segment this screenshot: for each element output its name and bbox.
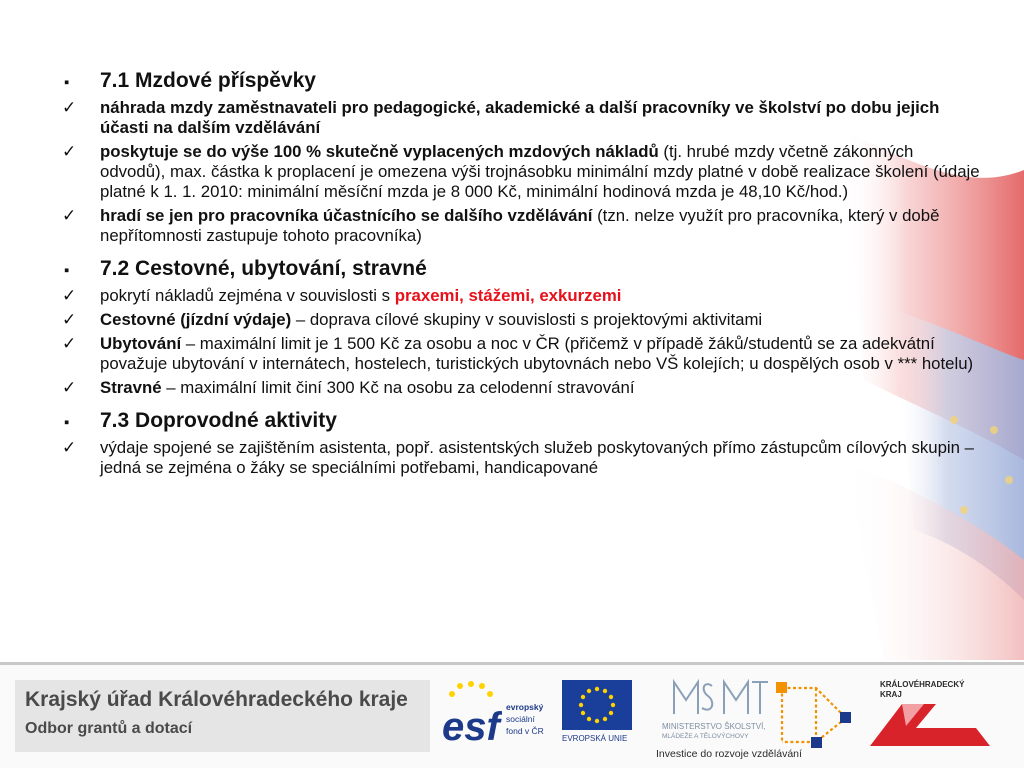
item-text: pokrytí nákladů zejména v souvislosti s <box>100 286 395 305</box>
checkmark-icon: ✓ <box>62 310 77 329</box>
item-bold-text: hradí se jen pro pracovníka účastnícího se dalšího vzdělávání <box>100 206 593 225</box>
checkmark-icon: ✓ <box>62 206 77 225</box>
list-item <box>62 206 982 246</box>
msmt-label-1: MINISTERSTVO ŠKOLSTVÍ, <box>662 722 766 731</box>
list-item <box>62 98 982 138</box>
footer-logo-bar <box>0 662 1024 768</box>
item-bold-text: Ubytování <box>100 334 182 353</box>
item-bold-text: náhrada mzdy zaměstnavateli pro pedagogické, akademické a další pracovníky ve školství po dobu jejich účasti na dalším vzdělávání <box>100 98 940 137</box>
section-heading <box>62 256 982 282</box>
item-bold-text: Cestovné (jízdní výdaje) <box>100 310 292 329</box>
item-text: výdaje spojené se zajištěním asistenta, popř. asistentských služeb poskytovaných přímo zástupcům cílových skupin – jedná se zejména o žáky se speciálními potřebami, handicapované <box>100 438 974 477</box>
op-vk-emblem-icon <box>776 678 854 748</box>
item-bold-text: poskytuje se do výše 100 % skutečně vyplacených mzdových nákladů <box>100 142 659 161</box>
item-bold-text: Stravné <box>100 378 162 397</box>
square-bullet-icon: ▪ <box>64 262 70 279</box>
kraj-office-banner <box>15 680 430 752</box>
item-text: – doprava cílové skupiny v souvislosti s projektovými aktivitami <box>291 310 763 329</box>
kh-kraj-label-1: KRÁLOVÉHRADECKÝ <box>880 680 965 689</box>
eu-logo <box>562 680 634 752</box>
square-bullet-icon: ▪ <box>64 74 70 91</box>
list-item <box>62 286 982 306</box>
msmt-label-2: MLÁDEŽE A TĚLOVÝCHOVY <box>662 733 749 740</box>
list-item <box>62 438 982 478</box>
checkmark-icon: ✓ <box>62 98 77 117</box>
item-highlight-text: praxemi, stážemi, exkurzemi <box>394 286 622 305</box>
kh-kraj-label-2: KRAJ <box>880 690 902 699</box>
item-text: – maximální limit je 1 500 Kč za osobu a noc v ČR (přičemž v případě žáků/studentů se za adekvátní považuje ubytování v internátech, hostelech, turistických ubytovnách nebo VŠ kolejích; u dospělých osob v *** hotelu) <box>100 334 974 373</box>
item-text: – maximální limit činí 300 Kč na osobu za celodenní stravování <box>161 378 635 397</box>
checkmark-icon: ✓ <box>62 378 77 397</box>
section-title: 7.1 Mzdové příspěvky <box>100 69 316 92</box>
list-item <box>62 142 982 202</box>
section-title: 7.3 Doprovodné aktivity <box>100 409 337 432</box>
kh-kraj-logo <box>862 674 1012 754</box>
section-heading <box>62 408 982 434</box>
esf-label-1: evropský <box>506 702 544 712</box>
checkmark-icon: ✓ <box>62 286 77 305</box>
eu-label: EVROPSKÁ UNIE <box>562 734 628 743</box>
kraj-office-title: Krajský úřad Královéhradeckého kraje <box>25 688 408 711</box>
section-heading <box>62 68 982 94</box>
list-item <box>62 334 982 374</box>
checkmark-icon: ✓ <box>62 334 77 353</box>
slide-content <box>62 62 982 482</box>
checkmark-icon: ✓ <box>62 142 77 161</box>
kraj-office-subtitle: Odbor grantů a dotací <box>25 720 193 737</box>
square-bullet-icon: ▪ <box>64 414 70 431</box>
esf-logo <box>440 678 558 752</box>
item-text: (tzn. nelze využít pro pracovníka, který v době nepřítomnosti zastupuje tohoto pracovníka) <box>100 206 940 245</box>
op-vk-logo <box>776 678 856 750</box>
section-title: 7.2 Cestovné, ubytování, stravné <box>100 257 427 280</box>
item-text: (tj. hrubé mzdy včetně zákonných odvodů), max. částka k proplacení je omezena výši trojnásobku minimální mzdy platné v době realizace školení (údaje platné k 1. 1. 2010: minimální měsíční mzda je 8 000 Kč, minimální hodinová mzda je 48,10 Kč/hod.) <box>100 142 980 201</box>
msmt-logo <box>640 676 770 748</box>
esf-emblem-icon <box>440 680 502 750</box>
msmt-emblem-icon <box>670 676 770 718</box>
checkmark-icon: ✓ <box>62 438 77 457</box>
esf-label-2: sociální <box>506 714 535 724</box>
list-item <box>62 310 982 330</box>
eu-flag-icon <box>562 680 632 730</box>
investice-caption: Investice do rozvoje vzdělávání <box>656 748 802 760</box>
list-item <box>62 378 982 398</box>
esf-label-3: fond v ČR <box>506 726 544 736</box>
svg-text:esf: esf <box>442 705 500 749</box>
kh-kraj-emblem-icon <box>866 696 996 754</box>
